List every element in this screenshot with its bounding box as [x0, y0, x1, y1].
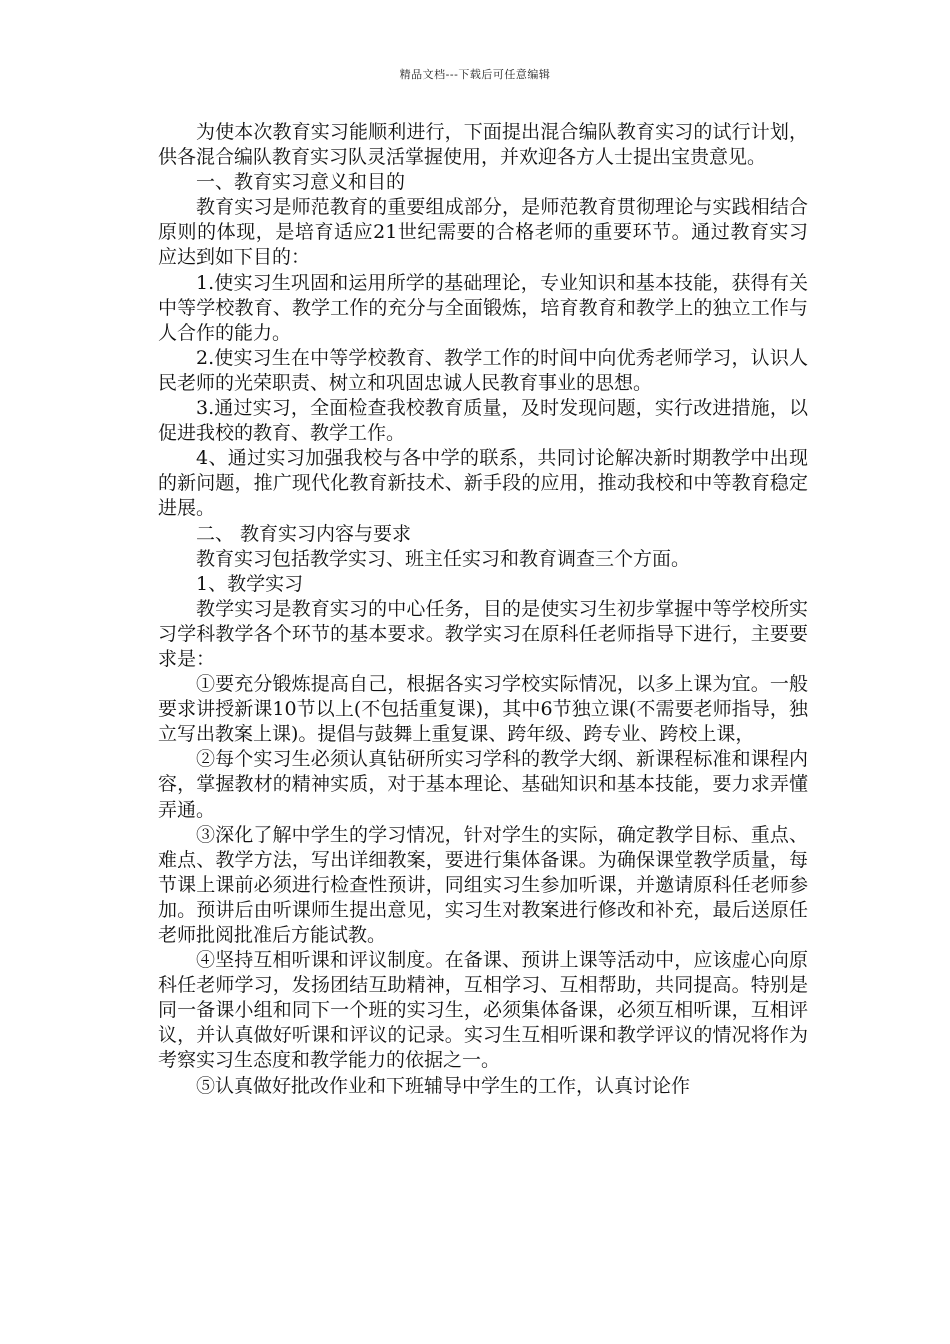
- subsection-heading: 1、教学实习: [196, 572, 304, 595]
- list-item: 4、通过实习加强我校与各中学的联系，共同讨论解决新时期教学中出现的新问题，推广现代化教育新技术、新手段的应用，推动我校和中等教育稳定进展。: [158, 447, 808, 520]
- paragraph: 教学实习是教育实习的中心任务，目的是使实习生初步掌握中等学校所实习学科教学各个环节的基本要求。教学实习在原科任老师指导下进行，主要要求是：: [158, 597, 808, 670]
- list-item: 2.使实习生在中等学校教育、教学工作的时间中向优秀老师学习，认识人民老师的光荣职责、树立和巩固忠诚人民教育事业的思想。: [158, 346, 808, 394]
- section-heading-1: 一、教育实习意义和目的: [196, 171, 406, 194]
- list-item: 1.使实习生巩固和运用所学的基础理论，专业知识和基本技能，获得有关中等学校教育、教学工作的充分与全面锻炼，培育教育和教学上的独立工作与人合作的能力。: [158, 271, 808, 344]
- list-item: ⑤认真做好批改作业和下班辅导中学生的工作，认真讨论作: [196, 1074, 691, 1097]
- paragraph: 教育实习是师范教育的重要组成部分，是师范教育贯彻理论与实践相结合原则的体现，是培育适应21世纪需要的合格老师的重要环节。通过教育实习应达到如下目的：: [158, 196, 808, 269]
- list-item: ④坚持互相听课和评议制度。在备课、预讲上课等活动中，应该虚心向原科任老师学习，发扬团结互助精神，互相学习、互相帮助，共同提高。特别是同一备课小组和同下一个班的实习生，必须集体备课，必须互相听课，互相评议，并认真做好听课和评议的记录。实习生互相听课和教学评议的情况将作为考察实习生态度和教学能力的依据之一。: [158, 949, 808, 1072]
- list-item: ③深化了解中学生的学习情况，针对学生的实际，确定教学目标、重点、难点、教学方法，写出详细教案，要进行集体备课。为确保课堂教学质量，每节课上课前必须进行检查性预讲，同组实习生参加听课，并邀请原科任老师参加。预讲后由听课师生提出意见，实习生对教案进行修改和补充，最后送原任老师批阅批准后方能试教。: [158, 823, 808, 946]
- paragraph-intro: 为使本次教育实习能顺利进行，下面提出混合编队教育实习的试行计划，供各混合编队教育实习队灵活掌握使用，并欢迎各方人士提出宝贵意见。: [158, 121, 808, 169]
- section-heading-2: 二、 教育实习内容与要求: [196, 522, 412, 545]
- list-item: ①要充分锻炼提高自己，根据各实习学校实际情况，以多上课为宜。一般要求讲授新课10节以上(不包括重复课)，其中6节独立课(不需要老师指导，独立写出教案上课)。提倡与鼓舞上重复课、跨年级、跨专业、跨校上课，: [158, 673, 808, 746]
- list-item: 3.通过实习，全面检查我校教育质量，及时发现问题，实行改进措施，以促进我校的教育、教学工作。: [158, 397, 808, 445]
- paragraph: 教育实习包括教学实习、班主任实习和教育调查三个方面。: [196, 547, 691, 570]
- list-item: ②每个实习生必须认真钻研所实习学科的教学大纲、新课程标准和课程内容，掌握教材的精神实质，对于基本理论、基础知识和基本技能，要力求弄懂弄通。: [158, 748, 808, 821]
- document-body: [158, 120, 808, 1099]
- page-header: 精品文档---下载后可任意编辑: [399, 68, 551, 81]
